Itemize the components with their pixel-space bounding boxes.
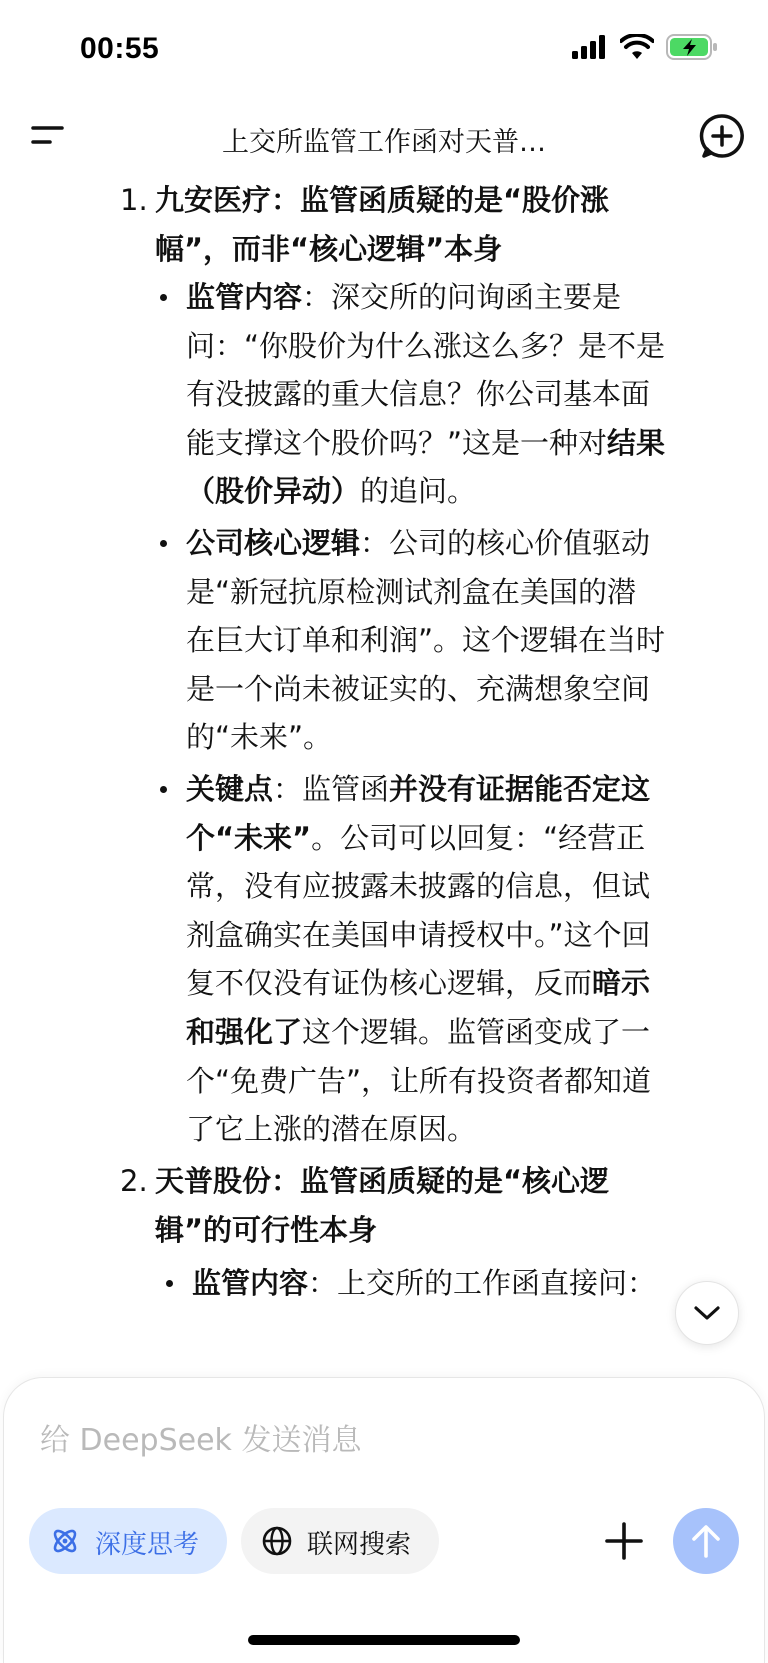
plus-icon [604,1521,644,1561]
bullet-text [186,765,736,1154]
text-line: 有没披露的重大信息？你公司基本面 [186,377,651,412]
list-item [0,176,768,276]
bold-text: 和强化了 [186,1014,303,1049]
text-line [186,959,736,1008]
bold-text: 监管内容 [186,280,303,314]
scroll-to-bottom-button[interactable] [675,1281,739,1345]
bullet-item [0,273,768,518]
text-line [186,419,736,468]
text-line: 幅”，而非“核心逻辑”本身 [155,231,503,266]
bold-text: 关键点 [186,772,274,806]
web-search-toggle[interactable] [241,1508,439,1574]
status-icons [572,34,718,60]
text-line: 天普股份：监管函质疑的是“核心逻 [155,1164,610,1198]
bold-text: 并没有证据能否定这 [389,772,651,806]
bullet-dot [166,1280,173,1287]
text-line: 常，没有应披露未披露的信息，但试 [186,869,651,904]
bold-text: 监管内容 [192,1266,309,1300]
text-line: 在巨大订单和利润”。这个逻辑在当时 [186,623,666,658]
send-button[interactable] [673,1508,739,1574]
message-input[interactable] [40,1418,600,1462]
list-heading [155,1157,715,1254]
list-number: 1. [120,183,148,217]
bullet-item [0,519,768,764]
atom-icon [49,1525,81,1557]
status-bar [0,0,768,100]
text-span: 的追问。 [360,474,477,509]
text-span: 。公司可以回复：“经营正 [311,820,646,855]
text-line: 问：“你股价为什么涨这么多？是不是 [186,328,666,363]
bullet-text [186,273,736,516]
bullet-dot [160,294,167,301]
list-item [0,1157,768,1257]
text-line: 是一个尚未被证实的、充满想象空间 [186,671,651,706]
chat-header [0,100,768,176]
bold-text: （股价异动） [186,474,361,509]
chat-title[interactable]: 上交所监管工作函对天普… [222,127,546,158]
bullet-text [186,519,736,762]
arrow-up-icon [689,1523,723,1559]
bullet-dot [160,540,167,547]
bullet-item [0,1259,768,1319]
text-line [186,273,736,322]
message-content [0,176,768,1376]
text-line: 剂盒确实在美国申请授权中。”这个回 [186,917,651,952]
text-span: ：上交所的工作函直接问： [308,1266,657,1300]
text-line [186,765,736,814]
text-line: 是“新冠抗原检测试剂盒在美国的潜 [186,574,637,609]
text-span: 复不仅没有证伪核心逻辑，反而 [186,966,593,1001]
text-span: 能支撑这个股价吗？”这是一种对 [186,425,608,460]
text-line [186,519,736,568]
chevron-down-icon [693,1304,721,1322]
text-span: ：深交所的问询函主要是 [302,280,622,314]
message-composer [3,1377,765,1663]
menu-button[interactable] [28,116,72,156]
new-chat-button[interactable] [698,112,746,160]
text-line: 九安医疗：监管函质疑的是“股价涨 [155,183,610,217]
new-chat-icon [698,112,746,160]
text-line: 的“未来”。 [186,720,333,755]
bold-text: 暗示 [592,966,651,1001]
text-line: 个“免费广告”，让所有投资者都知道 [186,1063,652,1098]
bold-text: 公司核心逻辑 [186,526,361,560]
text-line [192,1259,732,1308]
list-heading [155,176,715,273]
battery-charging-icon [666,34,718,60]
attach-button[interactable] [604,1521,644,1561]
list-number: 2. [120,1164,148,1198]
text-span: ：监管函 [273,772,390,806]
text-line [186,467,736,516]
text-span: 这个逻辑。监管函变成了一 [302,1014,651,1049]
deepthink-label: 深度思考 [95,1530,200,1560]
cellular-signal-icon [572,35,608,59]
web-search-label: 联网搜索 [307,1530,412,1560]
menu-icon [28,116,72,156]
bullet-text [192,1259,732,1308]
deepthink-toggle[interactable] [29,1508,227,1574]
text-line: 了它上涨的潜在原因。 [186,1112,477,1147]
bullet-item [0,765,768,1157]
text-line: 辑”的可行性本身 [155,1212,378,1247]
wifi-icon [620,34,654,60]
bold-text: 个“未来” [186,820,312,855]
bold-text: 结果 [607,425,666,460]
globe-icon [261,1525,293,1557]
status-time: 00:55 [80,32,160,65]
bullet-dot [160,786,167,793]
text-line [186,814,736,863]
home-indicator [248,1635,520,1645]
text-span: ：公司的核心价值驱动 [360,526,651,560]
text-line [186,1008,736,1057]
